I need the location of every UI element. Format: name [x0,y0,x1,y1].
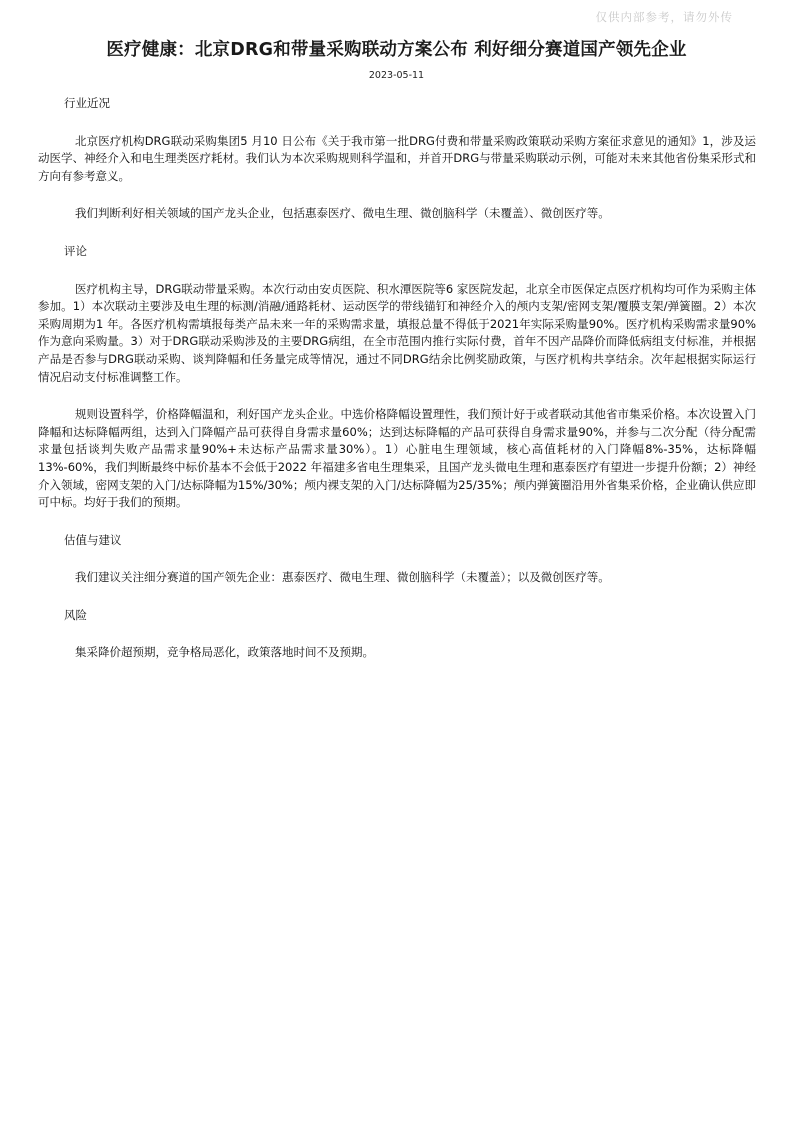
paragraph: 北京医疗机构DRG联动采购集团5 月10 日公布《关于我市第一批DRG付费和带量采购政策联动采购方案征求意见的通知》1，涉及运动医学、神经介入和电生理类医疗耗材。我们认为本次采购规则科学温和，并首开DRG与带量采购联动示例，可能对未来其他省份集采形式和方向有参考意义。 [38,133,756,183]
publish-date: 2023-05-11 [368,70,425,81]
section-heading: 评论 [64,243,87,258]
paragraph: 集采降价超预期，竞争格局恶化，政策落地时间不及预期。 [75,645,374,660]
paragraph: 我们建议关注细分赛道的国产领先企业：惠泰医疗、微电生理、微创脑科学（未覆盖）；以及微创医疗等。 [75,570,610,585]
section-industry-status [38,95,756,223]
section-commentary [38,243,756,512]
section-heading: 风险 [64,607,87,622]
document-body [38,95,756,682]
section-risk [38,607,756,662]
paragraph: 规则设置科学，价格降幅温和，利好国产龙头企业。中选价格降幅设置理性，我们预计好于或者联动其他省市集采价格。本次设置入门降幅和达标降幅两组，达到入门降幅产品可获得自身需求量60%；达到达标降幅的产品可获得自身需求量90%，并参与二次分配（待分配需求量包括谈判失败产品需求量90%+未达标产品需求量30%）。1）心脏电生理领域，核心高值耗材的入门降幅8%-35%，达标降幅13%-60%，我们判断最终中标价基本不会低于2022 年福建多省电生理集采，且国产龙头微电生理和惠泰医疗有望进一步提升份额；2）神经介入领域，密网支架的入门/达标降幅为15%/30%；颅内裸支架的入门/达标降幅为25/35%；颅内弹簧圈沿用外省集采价格，企业确认供应即可中标。均好于我们的预期。 [38,407,756,510]
section-heading: 行业近况 [64,96,110,110]
page-title: 医疗健康：北京DRG和带量采购联动方案公布 利好细分赛道国产领先企业 [106,40,687,60]
section-heading: 估值与建议 [64,532,122,547]
paragraph: 医疗机构主导，DRG联动带量采购。本次行动由安贞医院、积水潭医院等6 家医院发起，北京全市医保定点医疗机构均可作为采购主体参加。1）本次联动主要涉及电生理的标测/消融/通路耗材、运动医学的带线锚钉和神经介入的颅内支架/密网支架/覆膜支架/弹簧圈。2）本次采购周期为1 年。各医疗机构需填报每类产品未来一年的采购需求量，填报总量不得低于2021年实际采购量90%。医疗机构采购需求量90%作为意向采购量。3）对于DRG联动采购涉及的主要DRG病组，在全市范围内推行实际付费，首年不因产品降价而降低病组支付标准，并根据产品是否参与DRG联动采购、谈判降幅和任务量完成等情况，通过不同DRG结余比例奖励政策，与医疗机构共享结余。次年起根据实际运行情况启动支付标准调整工作。 [38,281,756,384]
paragraph: 我们判断利好相关领域的国产龙头企业，包括惠泰医疗、微电生理、微创脑科学（未覆盖）、微创医疗等。 [75,206,610,221]
watermark: 仅供内部参考，请勿外传 [595,10,733,24]
section-valuation [38,532,756,587]
